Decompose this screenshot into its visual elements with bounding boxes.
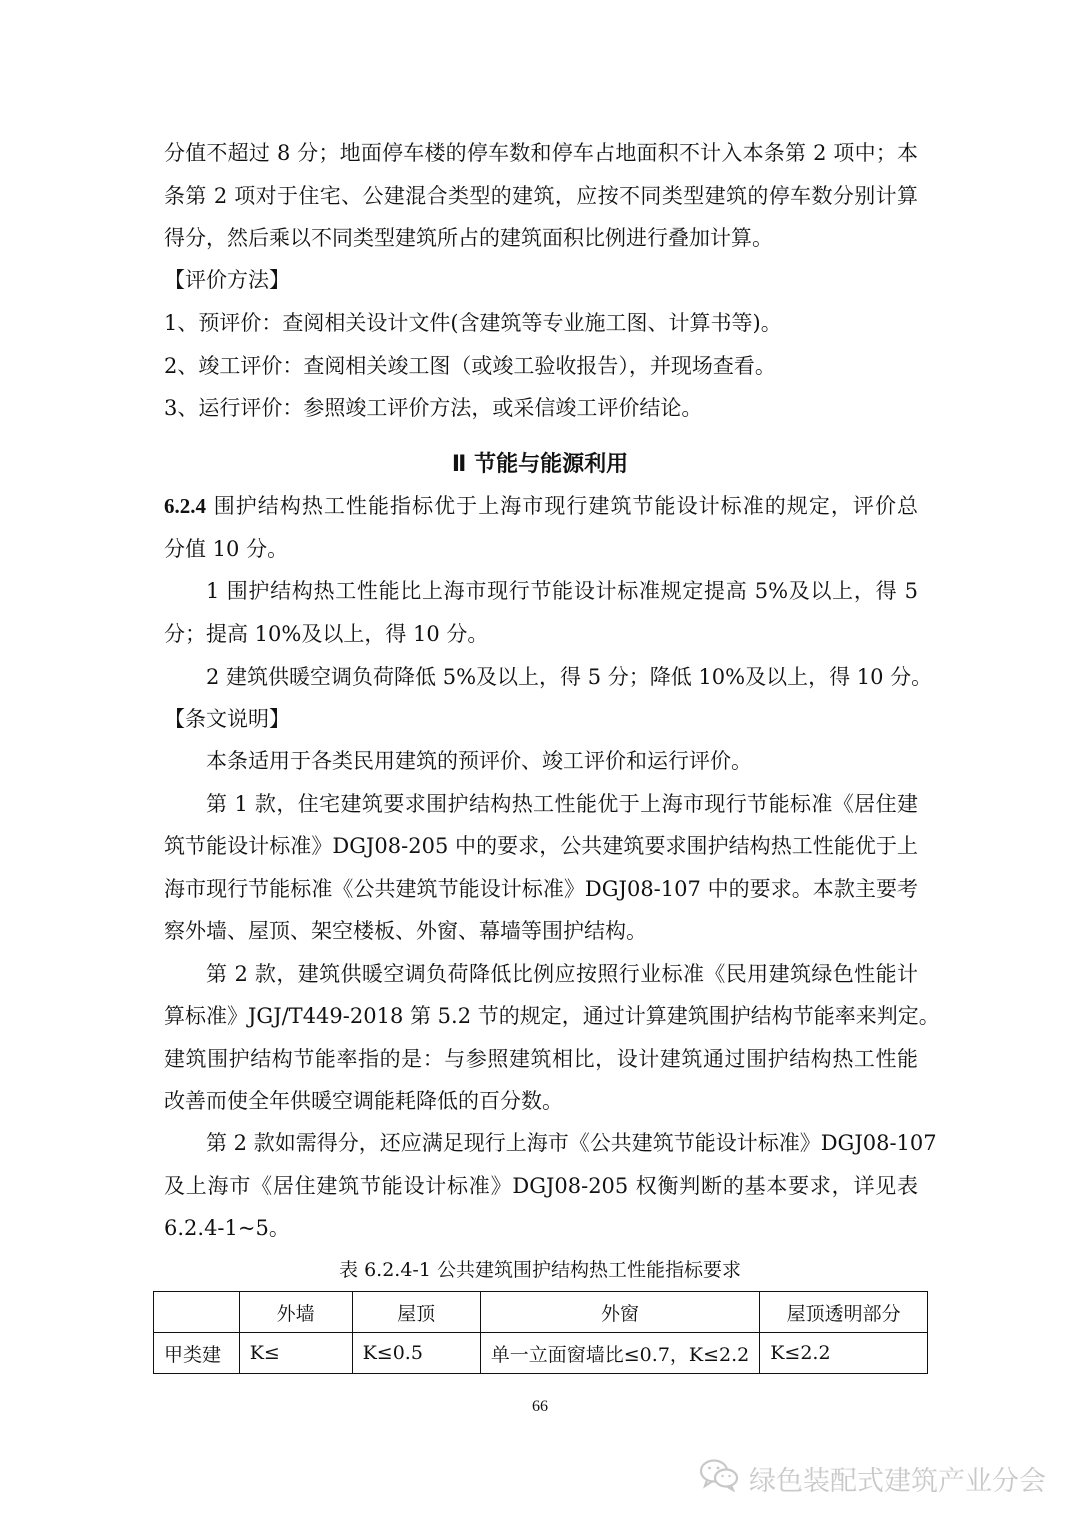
clause-line: 分值 10 分。 <box>164 537 289 561</box>
clause-item: 分；提高 10%及以上，得 10 分。 <box>164 622 489 646</box>
eval-method-heading: 【评价方法】 <box>164 268 290 292</box>
clause-item: 2 建筑供暖空调负荷降低 5%及以上，得 5 分；降低 10%及以上，得 10 分。 <box>206 665 933 689</box>
table-cell: K≤ <box>239 1333 352 1374</box>
watermark <box>699 1453 1046 1503</box>
paragraph-line: 分值不超过 8 分；地面停车楼的停车数和停车占地面积不计入本条第 2 项中；本 <box>164 141 918 165</box>
explanation-line: 改善而使全年供暖空调能耗降低的百分数。 <box>164 1089 563 1113</box>
table-header-row <box>154 1292 928 1333</box>
table-cell: 单一立面窗墙比≤0.7，K≤2.2 <box>480 1333 759 1374</box>
table-header-cell: 屋顶 <box>352 1292 480 1333</box>
section-heading: Ⅱ 节能与能源利用 <box>451 452 629 477</box>
clause-line <box>164 491 918 521</box>
explanation-line: 第 1 款，住宅建筑要求围护结构热工性能优于上海市现行节能标准《居住建 <box>206 792 918 816</box>
clause-item: 1 围护结构热工性能比上海市现行节能设计标准规定提高 5%及以上，得 5 <box>206 579 918 603</box>
wechat-icon <box>699 1458 739 1499</box>
explanation-line: 第 2 款如需得分，还应满足现行上海市《公共建筑节能设计标准》DGJ08-107 <box>206 1131 937 1155</box>
clause-text: 围护结构热工性能指标优于上海市现行建筑节能设计标准的规定，评价总 <box>213 494 918 518</box>
table-row <box>154 1333 928 1374</box>
paragraph-line: 得分，然后乘以不同类型建筑所占的建筑面积比例进行叠加计算。 <box>164 226 773 250</box>
table-header-cell <box>154 1292 240 1333</box>
explanation-heading: 【条文说明】 <box>164 707 290 731</box>
explanation-line: 筑节能设计标准》DGJ08-205 中的要求，公共建筑要求围护结构热工性能优于上 <box>164 834 918 858</box>
explanation-line: 及上海市《居住建筑节能设计标准》DGJ08-205 权衡判断的基本要求，详见表 <box>164 1174 918 1198</box>
eval-item: 3、运行评价：参照竣工评价方法，或采信竣工评价结论。 <box>164 396 703 420</box>
explanation-line: 建筑围护结构节能率指的是：与参照建筑相比，设计建筑通过围护结构热工性能 <box>164 1047 918 1071</box>
table-header-cell: 外墙 <box>239 1292 352 1333</box>
explanation-line: 6.2.4-1~5。 <box>164 1216 290 1240</box>
explanation-line: 察外墙、屋顶、架空楼板、外窗、幕墙等围护结构。 <box>164 919 647 943</box>
thermal-performance-table <box>153 1291 928 1374</box>
watermark-text: 绿色装配式建筑产业分会 <box>749 1465 1046 1497</box>
page-number: 66 <box>532 1398 548 1415</box>
explanation-line: 算标准》JGJ/T449-2018 第 5.2 节的规定，通过计算建筑围护结构节能率来判定。 <box>164 1004 940 1028</box>
table-cell: K≤2.2 <box>760 1333 928 1374</box>
table-cell: K≤0.5 <box>352 1333 480 1374</box>
eval-item: 1、预评价：查阅相关设计文件(含建筑等专业施工图、计算书等)。 <box>164 311 782 335</box>
table-cell: 甲类建 <box>154 1333 240 1374</box>
clause-number: 6.2.4 <box>164 494 206 518</box>
table-header-cell: 屋顶透明部分 <box>760 1292 928 1333</box>
table-header-cell: 外窗 <box>480 1292 759 1333</box>
explanation-line: 本条适用于各类民用建筑的预评价、竣工评价和运行评价。 <box>206 749 752 773</box>
table-caption: 表 6.2.4-1 公共建筑围护结构热工性能指标要求 <box>339 1259 741 1281</box>
eval-item: 2、竣工评价：查阅相关竣工图（或竣工验收报告），并现场查看。 <box>164 354 776 378</box>
explanation-line: 海市现行节能标准《公共建筑节能设计标准》DGJ08-107 中的要求。本款主要考 <box>164 877 918 901</box>
paragraph-line: 条第 2 项对于住宅、公建混合类型的建筑，应按不同类型建筑的停车数分别计算 <box>164 184 918 208</box>
explanation-line: 第 2 款，建筑供暖空调负荷降低比例应按照行业标准《民用建筑绿色性能计 <box>206 962 918 986</box>
